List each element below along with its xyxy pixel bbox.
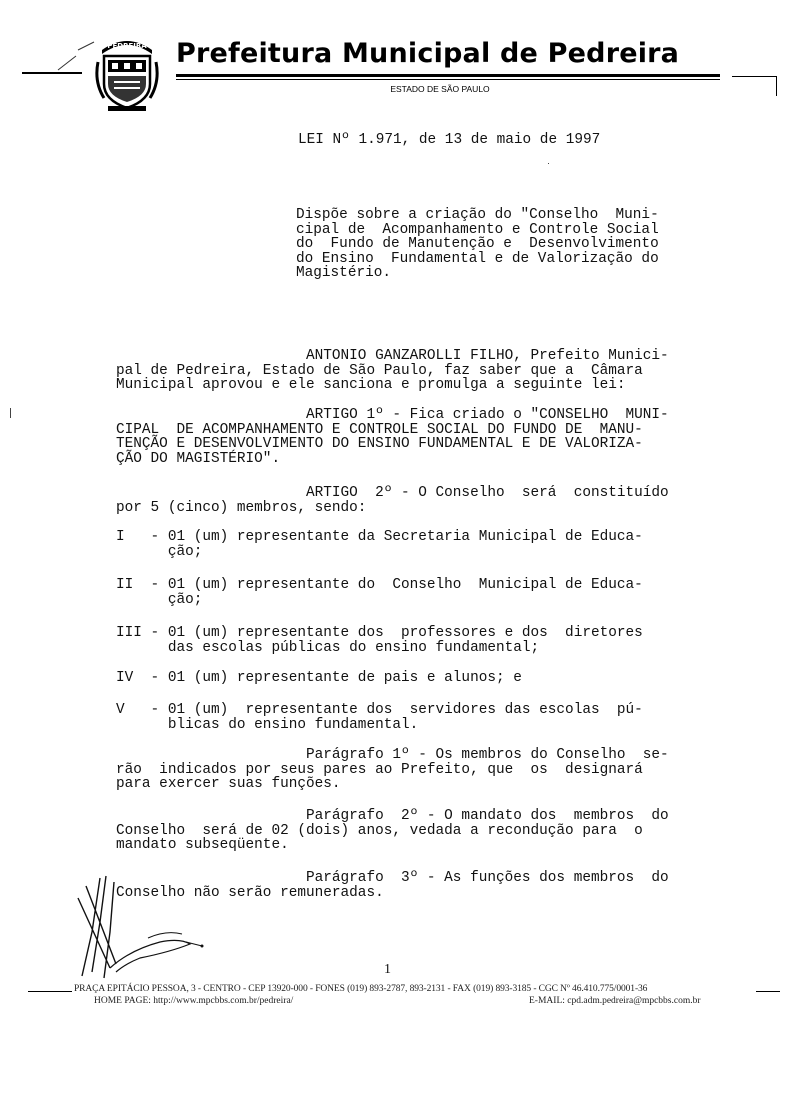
footer-email: E-MAIL: cpd.adm.pedreira@mpcbbs.com.br	[529, 996, 701, 1006]
footer-rule	[28, 991, 72, 992]
article-1: ARTIGO 1º - Fica criado o "CONSELHO MUNI- CIPAL DE ACOMPANHAMENTO E CONTROLE SOCIAL DO FUNDO DE MANU- TENÇÃO E DESENVOLVIMENTO DO ENSINO FUNDAMENTAL E DE VALORIZA- ÇÃO DO MAGISTÉRIO".	[116, 407, 669, 467]
footer-address: PRAÇA EPITÁCIO PESSOA, 3 - CENTRO - CEP 13920-000 - FONES (019) 893-2787, 893-2131 - FAX (019) 893-3185 - CGC Nº 46.410.775/0001-36	[74, 984, 648, 994]
list-item: IV - 01 (um) representante de pais e alunos; e	[116, 670, 522, 686]
list-item: III - 01 (um) representante dos professores e dos diretores das escolas públicas do ensino fundamental;	[116, 625, 643, 656]
header-rule	[176, 79, 720, 80]
law-title: LEI Nº 1.971, de 13 de maio de 1997	[298, 132, 601, 148]
page-number: 1	[384, 962, 391, 977]
org-state: ESTADO DE SÃO PAULO	[390, 84, 490, 94]
frame-line	[22, 72, 82, 74]
scan-speck	[548, 163, 549, 164]
frame-line	[732, 76, 776, 77]
municipal-crest-icon	[94, 32, 160, 112]
paragraph-2: Parágrafo 2º - O mandato dos membros do Conselho será de 02 (dois) anos, vedada a recondução para o mandato subseqüente.	[116, 808, 669, 853]
svg-text:PEDREIRA: PEDREIRA	[107, 42, 147, 50]
article-2: ARTIGO 2º - O Conselho será constituído por 5 (cinco) membros, sendo:	[116, 485, 669, 516]
org-title: Prefeitura Municipal de Pedreira	[176, 38, 680, 69]
list-item: V - 01 (um) representante dos servidores das escolas pú- blicas do ensino fundamental.	[116, 702, 643, 733]
footer-home-page: HOME PAGE: http://www.mpcbbs.com.br/pedreira/	[94, 996, 294, 1006]
list-item: I - 01 (um) representante da Secretaria Municipal de Educa- ção;	[116, 529, 643, 560]
list-item: II - 01 (um) representante do Conselho Municipal de Educa- ção;	[116, 577, 643, 608]
quill-mark-icon	[56, 40, 96, 72]
law-preamble: ANTONIO GANZAROLLI FILHO, Prefeito Munici- pal de Pedreira, Estado de São Paulo, faz saber que a Câmara Municipal aprovou e ele sanciona e promulga a seguinte lei:	[116, 348, 669, 393]
header-rule	[176, 74, 720, 77]
paragraph-1: Parágrafo 1º - Os membros do Conselho se- rão indicados por seus pares ao Prefeito, que os designará para exercer suas funções.	[116, 747, 669, 792]
scan-speck	[10, 408, 11, 418]
law-ementa: Dispõe sobre a criação do "Conselho Muni- cipal de Acompanhamento e Controle Social do Fundo de Manutenção e Desenvolvimento do Ensino Fundamental e de Valorização do Magistério.	[296, 207, 659, 281]
paragraph-3: Parágrafo 3º - As funções dos membros do Conselho não serão remuneradas.	[116, 870, 669, 901]
footer-rule	[756, 991, 780, 992]
signature	[70, 872, 210, 982]
